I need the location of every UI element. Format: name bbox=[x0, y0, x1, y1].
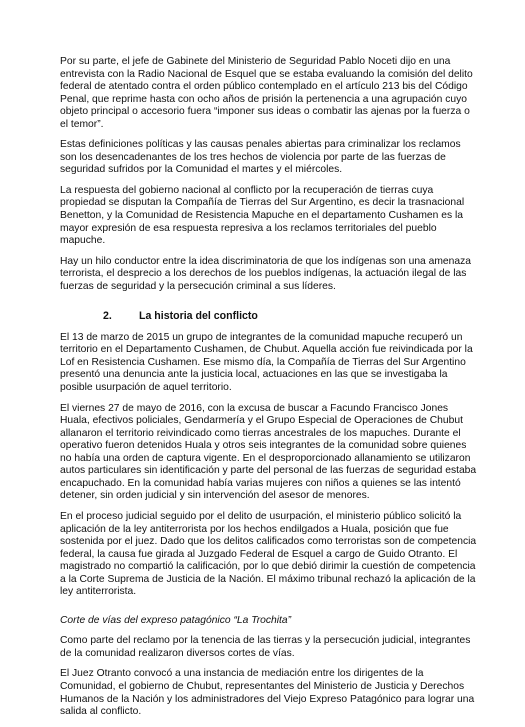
paragraph-13-marzo: El 13 de marzo de 2015 un grupo de integrantes de la comunidad mapuche recuperó un territorio en el Departamento Cushamen, de Chubut. Aquella acción fue reivindicada por la Lof en Resistencia Cushamen. Ese mismo día, la Compañía de Tierras del Sur Argentino presentó una denuncia ante la justicia local, actuaciones en las que se investigaba la posible usurpación de aquel territorio. bbox=[60, 331, 473, 394]
subsection-prefix: Corte de vías del expreso patagónico bbox=[60, 614, 234, 626]
paragraph-respuesta-gobierno: La respuesta del gobierno nacional al conflicto por la recuperación de tierras cuya propiedad se disputan la Compañía de Tierras del Sur Argentino, es decir la trasnacional Benetton, y la Comunidad de Resistencia Mapuche en el departamento Cushamen es la mayor expresión de esa respuesta represiva a los reclamos territoriales del pueblo mapuche. bbox=[60, 184, 465, 247]
paragraph-27-mayo: El viernes 27 de mayo de 2016, con la excusa de buscar a Facundo Francisco Jones Huala, efectivos policiales, Gendarmería y el Grupo Especial de Operaciones de Chubut allanaron el territorio reivindicado como tierras ancestrales de los mapuches. Durante el operativo fueron detenidos Huala y otros seis integrantes de la comunidad sobre quienes no había una orden de captura vigente. En el desproporcionado allanamiento se utilizaron autos particulares sin identificación y parte del personal de las fuerzas de seguridad estaba encapuchado. En la comunidad había varias mujeres con niños a quienes se las intentó detener, sin orden judicial y sin intervención del asesor de menores. bbox=[60, 402, 477, 502]
paragraph-hilo-conductor: Hay un hilo conductor entre la idea discriminatoria de que los indígenas son una amenaza terrorista, el desprecio a los derechos de los pueblos indígenas, la actuación ilegal de las fuerzas de seguridad y la persecución criminal a sus líderes. bbox=[60, 255, 471, 292]
subsection-heading bbox=[60, 615, 480, 628]
subsection-title: “La Trochita” bbox=[233, 614, 292, 626]
paragraph-noceti: Por su parte, el jefe de Gabinete del Ministerio de Seguridad Pablo Noceti dijo en una entrevista con la Radio Nacional de Esquel que se estaba evaluando la comisión del delito federal de atentado contra el orden público contemplado en el artículo 213 bis del Código Penal, que reprime hasta con ocho años de prisión la pertenencia a una agrupación cuyo objeto principal o accesorio fuera “imponer sus ideas o combatir las ajenas por la fuerza o el temor”. bbox=[60, 56, 473, 130]
paragraph-definiciones: Estas definiciones políticas y las causas penales abiertas para criminalizar los reclamos son los desencadenantes de los tres hechos de violencia por parte de las fuerzas de seguridad sufridos por la Comunidad el martes y el miércoles. bbox=[60, 139, 461, 176]
paragraph-mediacion: El Juez Otranto convocó a una instancia de mediación entre los dirigentes de la Comunidad, el gobierno de Chubut, representantes del Ministerio de Justicia y Derechos Humanos de la Nación y los administradores del Viejo Expreso Patagónico para lograr una salida al conflicto. bbox=[60, 668, 475, 718]
section-title: La historia del conflicto bbox=[139, 310, 258, 323]
section-heading bbox=[60, 310, 480, 323]
section-number: 2. bbox=[103, 310, 112, 323]
paragraph-proceso-judicial: En el proceso judicial seguido por el delito de usurpación, el ministerio público solicitó la aplicación de la ley antiterrorista por los hechos endilgados a Huala, posición que fue sostenida por el juez. Dado que los delitos calificados como terroristas son de competencia federal, la causa fue girada al Juzgado Federal de Esquel a cargo de Guido Otranto. El magistrado no compartió la calificación, por lo que debió dirimir la cuestión de competencia a la Corte Suprema de Justicia de la Nación. El máximo tribunal rechazó la aplicación de la ley antiterrorista. bbox=[60, 510, 477, 598]
document-page bbox=[60, 56, 480, 727]
paragraph-cortes-vias: Como parte del reclamo por la tenencia de las tierras y la persecución judicial, integrantes de la comunidad realizaron diversos cortes de vías. bbox=[60, 635, 471, 659]
